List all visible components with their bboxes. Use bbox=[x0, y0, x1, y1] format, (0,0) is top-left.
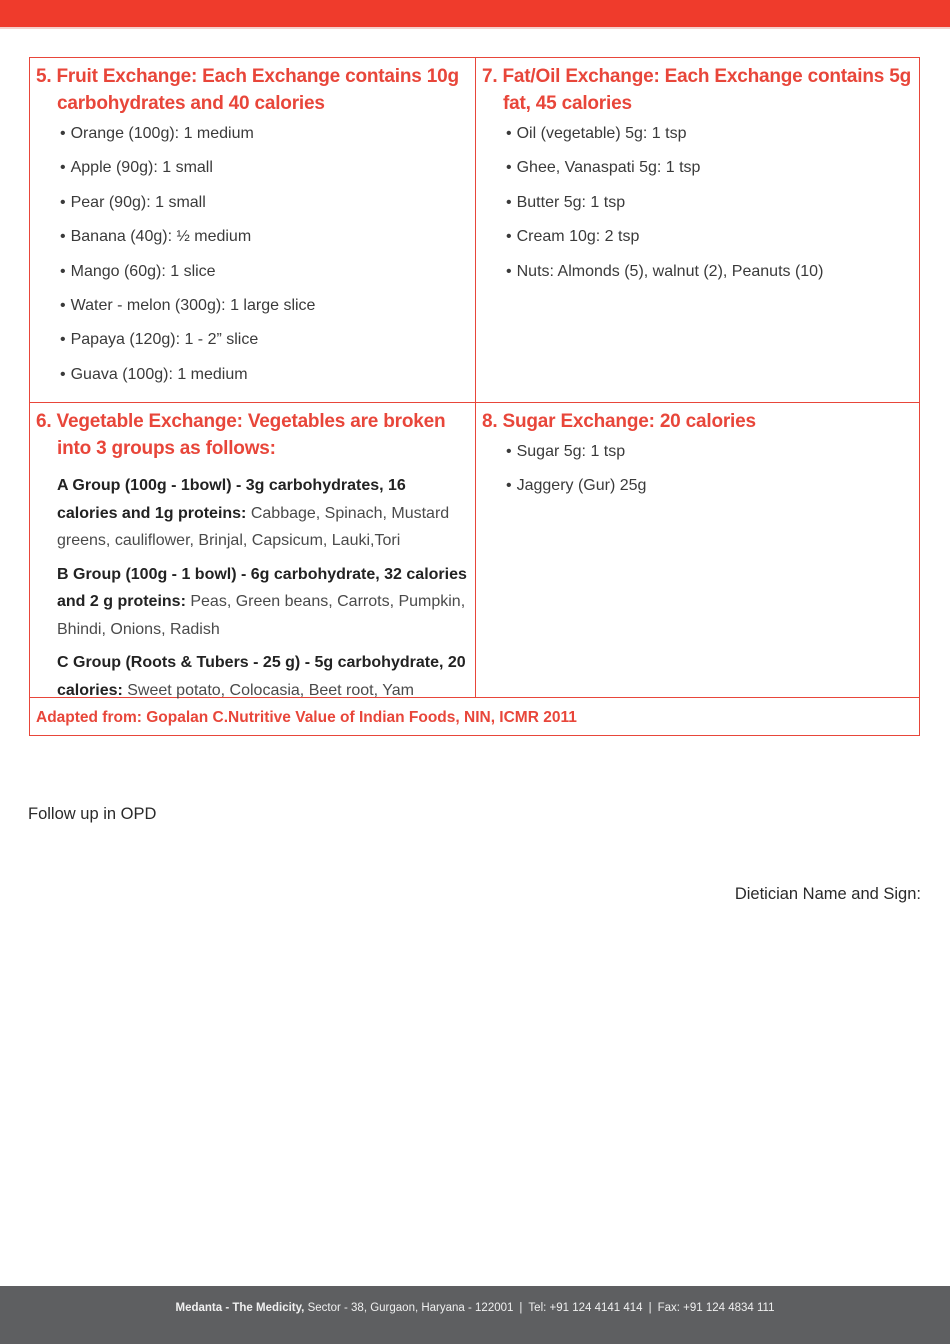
vegetable-group-c bbox=[57, 649, 467, 704]
list-item: • Butter 5g: 1 tsp bbox=[506, 192, 911, 214]
footer-org-name: Medanta - The Medicity, bbox=[175, 1302, 305, 1314]
fat-oil-exchange-list bbox=[482, 123, 911, 283]
list-item: • Apple (90g): 1 small bbox=[60, 157, 467, 179]
list-item: • Papaya (120g): 1 - 2” slice bbox=[60, 329, 467, 351]
source-note-cell bbox=[30, 698, 919, 735]
vegetable-group-b bbox=[57, 561, 467, 644]
list-item: • Oil (vegetable) 5g: 1 tsp bbox=[506, 123, 911, 145]
list-item: • Orange (100g): 1 medium bbox=[60, 123, 467, 145]
group-title: B Group (100g - 1 bowl) - 6g carbohydrate, 32 calories and 2 g proteins: bbox=[57, 565, 467, 610]
group-items: Sweet potato, Colocasia, Beet root, Yam bbox=[122, 681, 414, 699]
fruit-exchange-heading: 5. Fruit Exchange: Each Exchange contains 10g carbohydrates and 40 calories bbox=[36, 66, 459, 114]
group-title: A Group (100g - 1bowl) - 3g carbohydrates, 16 calories and 1g proteins: bbox=[57, 477, 406, 522]
list-item: • Pear (90g): 1 small bbox=[60, 192, 467, 214]
footer-separator: | bbox=[648, 1302, 652, 1314]
vegetable-group-a bbox=[57, 472, 467, 555]
list-item: • Banana (40g): ½ medium bbox=[60, 226, 467, 248]
list-item: • Ghee, Vanaspati 5g: 1 tsp bbox=[506, 157, 911, 179]
fat-oil-exchange-cell bbox=[476, 58, 919, 403]
vegetable-exchange-cell bbox=[30, 403, 476, 698]
fat-oil-exchange-heading: 7. Fat/Oil Exchange: Each Exchange contains 5g fat, 45 calories bbox=[482, 66, 911, 114]
list-item: • Mango (60g): 1 slice bbox=[60, 261, 467, 283]
vegetable-exchange-heading: 6. Vegetable Exchange: Vegetables are broken into 3 groups as follows: bbox=[36, 411, 446, 459]
food-exchange-table bbox=[29, 57, 920, 736]
sugar-exchange-list bbox=[482, 441, 911, 497]
dietician-sign-label: Dietician Name and Sign: bbox=[734, 885, 921, 903]
fruit-exchange-cell bbox=[30, 58, 476, 403]
group-items: Cabbage, Spinach, Mustard greens, cauliflower, Brinjal, Capsicum, Lauki,Tori bbox=[57, 504, 450, 549]
source-note: Adapted from: Gopalan C.Nutritive Value of Indian Foods, NIN, ICMR 2011 bbox=[36, 709, 577, 726]
sugar-exchange-cell bbox=[476, 403, 919, 698]
footer-bar bbox=[0, 1286, 950, 1344]
footer-tel: Tel: +91 124 4141 414 bbox=[528, 1302, 643, 1314]
footer-address: Sector - 38, Gurgaon, Haryana - 122001 bbox=[304, 1302, 514, 1314]
list-item: • Sugar 5g: 1 tsp bbox=[506, 441, 911, 463]
list-item: • Water - melon (300g): 1 large slice bbox=[60, 295, 467, 317]
top-red-bar bbox=[0, 0, 950, 27]
list-item: • Cream 10g: 2 tsp bbox=[506, 226, 911, 248]
fruit-exchange-list bbox=[36, 123, 467, 386]
list-item: • Jaggery (Gur) 25g bbox=[506, 475, 911, 497]
footer-fax: Fax: +91 124 4834 111 bbox=[657, 1302, 775, 1314]
sugar-exchange-heading: 8. Sugar Exchange: 20 calories bbox=[482, 411, 756, 432]
top-divider bbox=[0, 27, 950, 29]
group-items: Peas, Green beans, Carrots, Pumpkin, Bhindi, Onions, Radish bbox=[57, 593, 466, 638]
list-item: • Nuts: Almonds (5), walnut (2), Peanuts (10) bbox=[506, 261, 911, 283]
list-item: • Guava (100g): 1 medium bbox=[60, 364, 467, 386]
follow-up-text: Follow up in OPD bbox=[28, 805, 157, 823]
footer-separator: | bbox=[519, 1302, 523, 1314]
group-title: C Group (Roots & Tubers - 25 g) - 5g carbohydrate, 20 calories: bbox=[57, 654, 466, 699]
